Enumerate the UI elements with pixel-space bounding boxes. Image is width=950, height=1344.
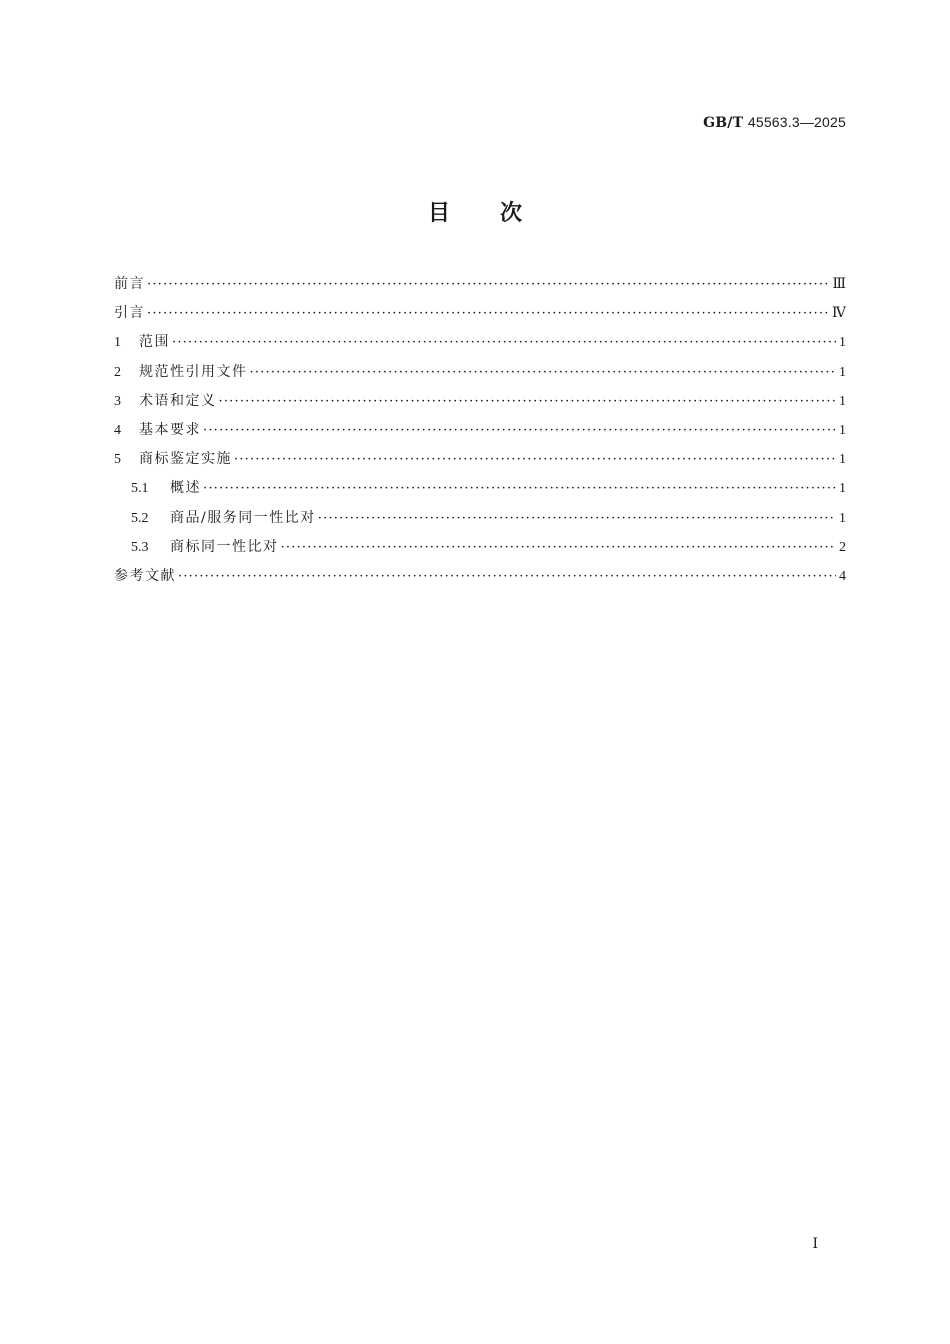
toc-entry-number: 3: [114, 393, 121, 409]
toc-entry-label: 概述: [170, 480, 201, 497]
toc-entry-number: 5.1: [131, 481, 149, 497]
toc-entry-label: 商品/服务同一性比对: [170, 509, 316, 526]
toc-dot-leader: [147, 299, 830, 328]
toc-entry-label: 前言: [114, 276, 145, 292]
toc-dot-leader: [147, 270, 830, 299]
toc-entry-page: 1: [839, 510, 846, 526]
toc-entry-overview[interactable]: [114, 474, 846, 503]
toc-dot-leader: [250, 358, 837, 387]
toc-entry-label: 参考文献: [114, 567, 176, 584]
toc-entry-page: Ⅳ: [832, 306, 846, 322]
toc-entry-label: 基本要求: [139, 421, 201, 438]
toc-entry-page: Ⅲ: [832, 277, 846, 292]
toc-entry-label: 范围: [139, 334, 170, 351]
toc-entry-number: 5.3: [131, 539, 149, 555]
toc-entry-label: 规范性引用文件: [139, 363, 248, 380]
toc-entry-label: 商标鉴定实施: [139, 451, 232, 468]
toc-entry-number: 4: [114, 422, 121, 438]
toc-dot-leader: [172, 328, 836, 357]
toc-entry-foreword[interactable]: [114, 270, 846, 299]
toc-entry-basic-requirements[interactable]: [114, 416, 846, 445]
toc-entry-number: 2: [114, 364, 121, 380]
toc-entry-label: 术语和定义: [139, 392, 217, 409]
toc-entry-label: 商标同一性比对: [170, 538, 279, 555]
toc-entry-page: 1: [839, 481, 846, 497]
table-of-contents: [114, 270, 846, 591]
standard-prefix: GB/T: [703, 115, 744, 131]
toc-entry-label: 引言: [114, 305, 145, 322]
toc-entry-page: 1: [839, 393, 846, 409]
toc-entry-terms-definitions[interactable]: [114, 387, 846, 416]
toc-entry-page: 2: [839, 539, 846, 555]
toc-entry-page: 1: [839, 452, 846, 468]
toc-dot-leader: [178, 562, 836, 591]
toc-entry-number: 5.2: [131, 510, 149, 526]
standard-number: 45563.3—2025: [747, 114, 846, 130]
toc-dot-leader: [203, 474, 836, 503]
toc-entry-page: 1: [839, 335, 846, 351]
toc-entry-trademark-comparison[interactable]: [114, 533, 846, 562]
standard-code: [703, 114, 846, 131]
toc-dot-leader: [203, 416, 836, 445]
toc-entry-normative-references[interactable]: [114, 358, 846, 387]
toc-entry-scope[interactable]: [114, 328, 846, 357]
toc-entry-number: 5: [114, 452, 121, 468]
toc-dot-leader: [318, 504, 836, 533]
toc-dot-leader: [219, 387, 837, 416]
toc-entry-number: 1: [114, 335, 121, 351]
toc-entry-page: 1: [839, 364, 846, 380]
toc-dot-leader: [234, 445, 836, 474]
toc-dot-leader: [281, 533, 837, 562]
toc-entry-page: 1: [839, 422, 846, 438]
toc-entry-bibliography[interactable]: [114, 562, 846, 591]
toc-entry-goods-services-comparison[interactable]: [114, 504, 846, 533]
toc-entry-introduction[interactable]: [114, 299, 846, 328]
toc-entry-trademark-appraisal[interactable]: [114, 445, 846, 474]
page-number: Ⅰ: [812, 1237, 818, 1252]
toc-entry-page: 4: [839, 568, 846, 584]
toc-title: 目次: [427, 201, 572, 226]
